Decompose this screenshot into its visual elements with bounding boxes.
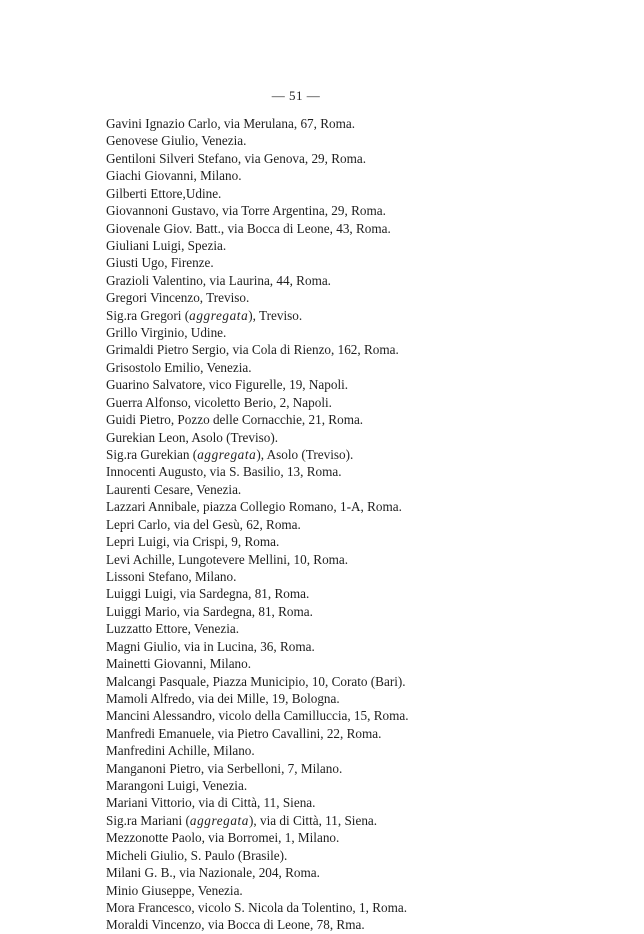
member-entry: Giovannoni Gustavo, via Torre Argentina, 29, Roma.: [106, 203, 386, 219]
member-entry: Genovese Giulio, Venezia.: [106, 133, 247, 149]
member-entry: Lissoni Stefano, Milano.: [106, 568, 237, 584]
entry-text: Sig.ra Gregori (: [106, 307, 190, 323]
entry-text: ), Treviso.: [248, 307, 303, 323]
member-entry: Lazzari Annibale, piazza Collegio Romano, 1-A, Roma.: [106, 499, 402, 515]
member-entry: Marangoni Luigi, Venezia.: [106, 778, 248, 794]
member-entry: Gregori Vincenzo, Treviso.: [106, 290, 250, 306]
member-entry: Mancini Alessandro, vicolo della Camilluccia, 15, Roma.: [106, 708, 409, 724]
member-entry: Minio Giuseppe, Venezia.: [106, 882, 243, 898]
member-entry: Mora Francesco, vicolo S. Nicola da Tolentino, 1, Roma.: [106, 899, 407, 915]
member-entry: Laurenti Cesare, Venezia.: [106, 481, 242, 497]
entry-italic-note: aggregata: [189, 812, 249, 828]
member-entry: Grisostolo Emilio, Venezia.: [106, 359, 252, 375]
member-entry: Guarino Salvatore, vico Figurelle, 19, Napoli.: [106, 377, 349, 393]
member-entry: Magni Giulio, via in Lucina, 36, Roma.: [106, 638, 315, 654]
member-entry: Moraldi Vincenzo, via Bocca di Leone, 78, Rma.: [106, 917, 365, 933]
member-entry: Grillo Virginio, Udine.: [106, 325, 227, 341]
member-entry: [106, 307, 409, 324]
member-entry: Manfredini Achille, Milano.: [106, 743, 255, 759]
member-entry: Lepri Carlo, via del Gesù, 62, Roma.: [106, 516, 301, 532]
member-entry: Mamoli Alfredo, via dei Mille, 19, Bologna.: [106, 690, 340, 706]
member-entry: [106, 812, 409, 829]
member-entry: Guerra Alfonso, vicoletto Berio, 2, Napoli.: [106, 394, 332, 410]
member-entry: Giuliani Luigi, Spezia.: [106, 237, 227, 253]
member-entry: Luzzatto Ettore, Venezia.: [106, 621, 240, 637]
member-entry: Giachi Giovanni, Milano.: [106, 168, 242, 184]
member-entry: Malcangi Pasquale, Piazza Municipio, 10, Corato (Bari).: [106, 673, 406, 689]
member-entry: Gavini Ignazio Carlo, via Merulana, 67, Roma.: [106, 116, 356, 131]
entry-text: ), Asolo (Treviso).: [256, 447, 354, 463]
member-entry: Guidi Pietro, Pozzo delle Cornacchie, 21, Roma.: [106, 412, 364, 428]
member-entry: Giusti Ugo, Firenze.: [106, 255, 214, 271]
member-entry: Giovenale Giov. Batt., via Bocca di Leone, 43, Roma.: [106, 220, 391, 236]
member-entry: Mainetti Giovanni, Milano.: [106, 656, 252, 672]
member-entry: Luiggi Mario, via Sardegna, 81, Roma.: [106, 603, 313, 619]
member-entry: Grimaldi Pietro Sergio, via Cola di Rienzo, 162, Roma.: [106, 342, 399, 358]
entry-text: ), via di Città, 11, Siena.: [249, 812, 378, 828]
entry-italic-note: aggregata: [197, 447, 257, 463]
member-entry: Micheli Giulio, S. Paulo (Brasile).: [106, 847, 288, 863]
entry-text: Sig.ra Mariani (: [106, 812, 190, 828]
member-entry: Manganoni Pietro, via Serbelloni, 7, Milano.: [106, 760, 343, 776]
member-list: [106, 115, 409, 934]
member-entry: Milani G. B., via Nazionale, 204, Roma.: [106, 865, 320, 881]
member-entry: Grazioli Valentino, via Laurina, 44, Roma.: [106, 272, 331, 288]
entry-text: Sig.ra Gurekian (: [106, 447, 198, 463]
member-entry: Mariani Vittorio, via di Città, 11, Siena.: [106, 795, 316, 811]
member-entry: Manfredi Emanuele, via Pietro Cavallini, 22, Roma.: [106, 725, 382, 741]
member-entry: Lepri Luigi, via Crispi, 9, Roma.: [106, 534, 280, 550]
member-entry: Luiggi Luigi, via Sardegna, 81, Roma.: [106, 586, 310, 602]
member-entry: Levi Achille, Lungotevere Mellini, 10, Roma.: [106, 551, 349, 567]
member-entry: Mezzonotte Paolo, via Borromei, 1, Milano.: [106, 830, 340, 846]
member-entry: Gentiloni Silveri Stefano, via Genova, 29, Roma.: [106, 150, 367, 166]
entry-italic-note: aggregata: [189, 307, 249, 323]
member-entry: Innocenti Augusto, via S. Basilio, 13, Roma.: [106, 464, 342, 480]
page-number: — 51 —: [271, 88, 321, 103]
member-entry: Gurekian Leon, Asolo (Treviso).: [106, 429, 279, 445]
member-entry: Gilberti Ettore,Udine.: [106, 185, 222, 201]
member-entry: [106, 446, 409, 463]
